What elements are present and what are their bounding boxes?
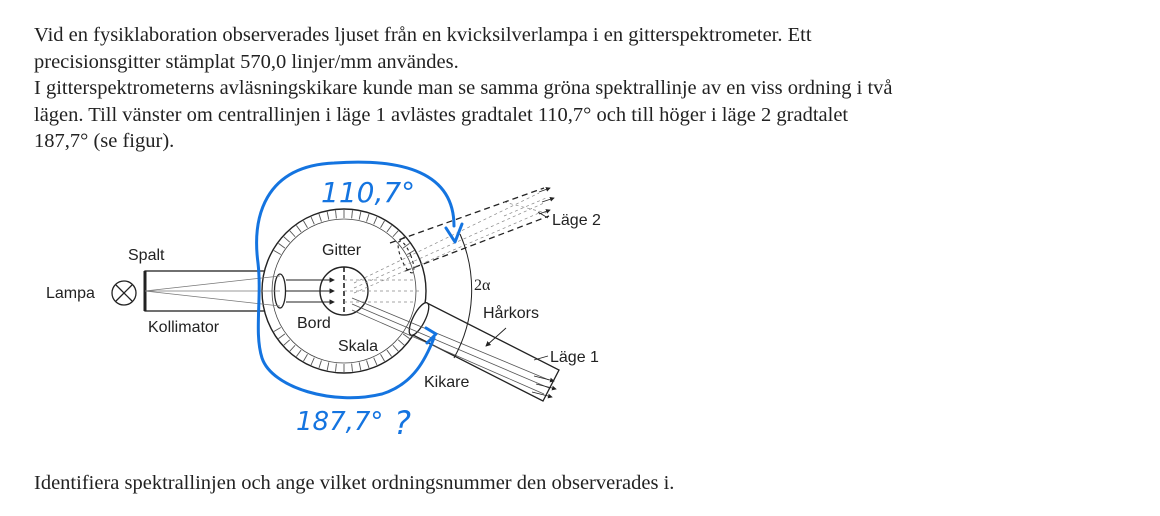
label-skala: Skala: [338, 338, 379, 355]
label-bord: Bord: [297, 315, 331, 332]
handwritten-question-mark: ?: [394, 404, 411, 442]
intro-line-1: Vid en fysiklaboration observerades ljuset från en kvicksilverlampa i en gitterspektrometer. Ett: [34, 24, 812, 46]
spectrometer-figure: [34, 158, 634, 453]
label-kikare: Kikare: [424, 374, 470, 391]
intro-line-3: I gitterspektrometerns avläsningskikare kunde man se samma gröna spektrallinje av en viss ordning i två: [34, 77, 893, 99]
intro-line-2: precisionsgitter stämplat 570,0 linjer/mm användes.: [34, 50, 459, 73]
label-lage-1: Läge 1: [550, 349, 599, 366]
label-lampa: Lampa: [46, 285, 95, 302]
label-gitter: Gitter: [322, 242, 362, 259]
lamp-icon: [112, 281, 136, 305]
handwritten-top-angle: 110,7°: [321, 176, 416, 209]
label-kollimator: Kollimator: [148, 319, 220, 336]
intro-line-4: lägen. Till vänster om centrallinjen i läge 1 avlästes gradtalet 110,7° och till höger i läge 2 gradtalet: [34, 103, 849, 126]
label-angle: 2α: [474, 277, 491, 294]
intro-line-5: 187,7° (se figur).: [34, 130, 175, 152]
label-lage-2: Läge 2: [552, 212, 601, 229]
label-harkors: Hårkors: [483, 305, 540, 322]
handwritten-bottom-angle: 187,7°: [296, 407, 384, 437]
label-spalt: Spalt: [128, 247, 165, 264]
question-text: Identifiera spektrallinjen och ange vilket ordningsnummer den observerades i.: [34, 472, 675, 494]
